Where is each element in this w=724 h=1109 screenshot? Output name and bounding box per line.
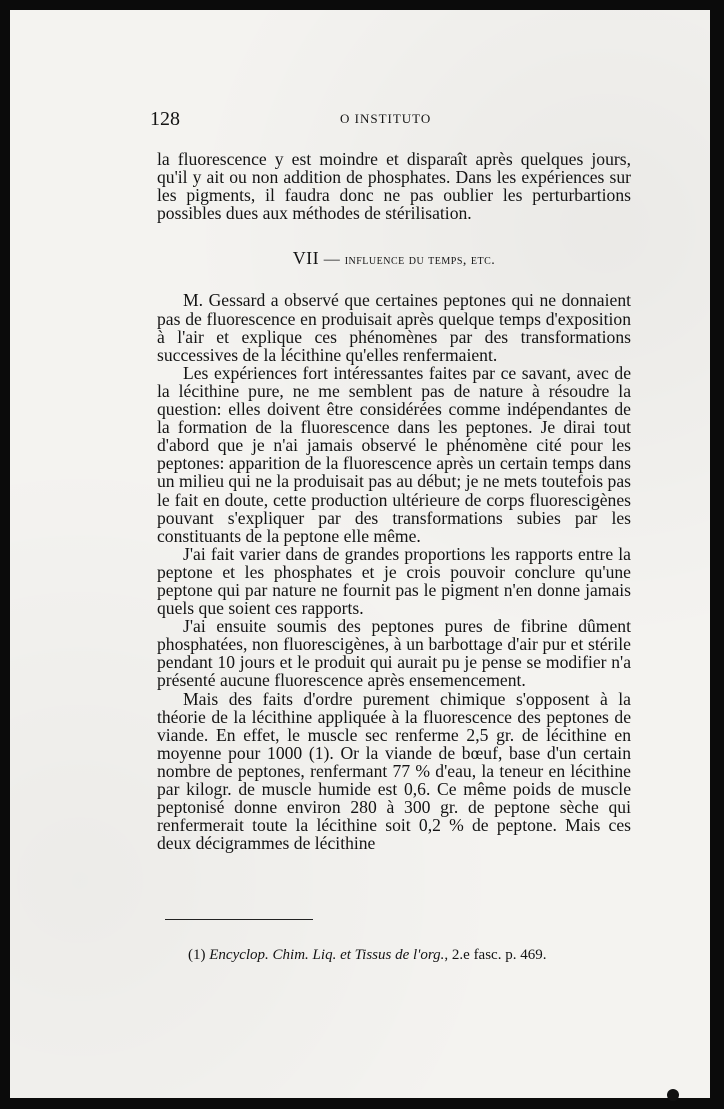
- section-number: VII: [292, 248, 320, 269]
- paragraph-6: Mais des faits d'ordre purement chimique s'opposent à la théorie de la lécithine appliquée à la fluorescence des peptones de viande. En effet, le muscle sec renferme 2,5 gr. de lécithine en moyenne pour 1000 (1). Or la viande de bœuf, base d'un certain nombre de peptones, renfermant 77 % d'eau, la teneur en lécithine par kilogr. de muscle humide est 0,6. Ce même poids de muscle peptonisé donne environ 280 à 300 gr. de peptone sèche qui renfermerait toute la lécithine soit 0,2 % de peptone. Mais ces deux décigrammes de lécithine: [157, 688, 631, 854]
- section-dash: —: [319, 251, 345, 269]
- paragraph-4: J'ai fait varier dans de grandes proportions les rapports entre la peptone et les phosphates et je crois pouvoir conclure qu'une peptone qui par nature ne fournit pas le pigment n'en donne jamais quels que soient ces rapports.: [157, 543, 631, 619]
- footnote-rule: [165, 919, 313, 920]
- ink-spot: [667, 1089, 679, 1101]
- page-header: [150, 108, 630, 132]
- footnote-rest: , 2.e fasc. p. 469.: [444, 947, 547, 963]
- paragraph-3: Les expériences fort intéressantes faites par ce savant, avec de la lécithine pure, ne me semblent pas de nature à résoudre la question: elles doivent être considérées comme indépendantes de la formation de la fluorescence dans les peptones. Je dirai tout d'abord que je n'ai jamais observé le phénomène cité pour les peptones: apparition de la fluorescence après un certain temps dans un milieu qui ne la produisait pas au début; je ne mets toutefois pas le fait en doute, cette production ultérieure de corps fluorescigènes pouvant s'expliquer par des transformations subies par les constituants de la peptone elle même.: [157, 362, 631, 546]
- paragraph-1: la fluorescence y est moindre et disparaît après quelques jours, qu'il y ait ou non addition de phosphates. Dans les expériences sur les pigments, il faudra donc ne pas oublier les perturbartions possibles dues aux méthodes de stérilisation.: [157, 149, 631, 224]
- body-text: [157, 150, 631, 852]
- footnote: [188, 945, 628, 965]
- book-page: [10, 10, 710, 1098]
- paragraph-5: J'ai ensuite soumis des peptones pures de fibrine dûment phosphatées, non fluorescigènes, à un barbottage d'air pur et stérile pendant 10 jours et le produit qui aurait pu je pense se modifier n'a présenté aucune fluorescence après ensemencement.: [157, 616, 631, 691]
- page-number: 128: [150, 108, 180, 130]
- section-title: influence du temps, etc.: [344, 253, 496, 269]
- section-heading: [157, 249, 631, 270]
- running-head: O INSTITUTO: [340, 111, 432, 126]
- footnote-source: Encyclop. Chim. Liq. et Tissus de l'org.: [209, 947, 445, 963]
- footnote-marker: (1): [188, 947, 206, 963]
- paragraph-2: M. Gessard a observé que certaines peptones qui ne donnaient pas de fluorescence en produisait après quelque temps d'exposition à l'air et explique ces phénomènes par des transformations successives de la lécithine qu'elles renfermaient.: [157, 290, 631, 365]
